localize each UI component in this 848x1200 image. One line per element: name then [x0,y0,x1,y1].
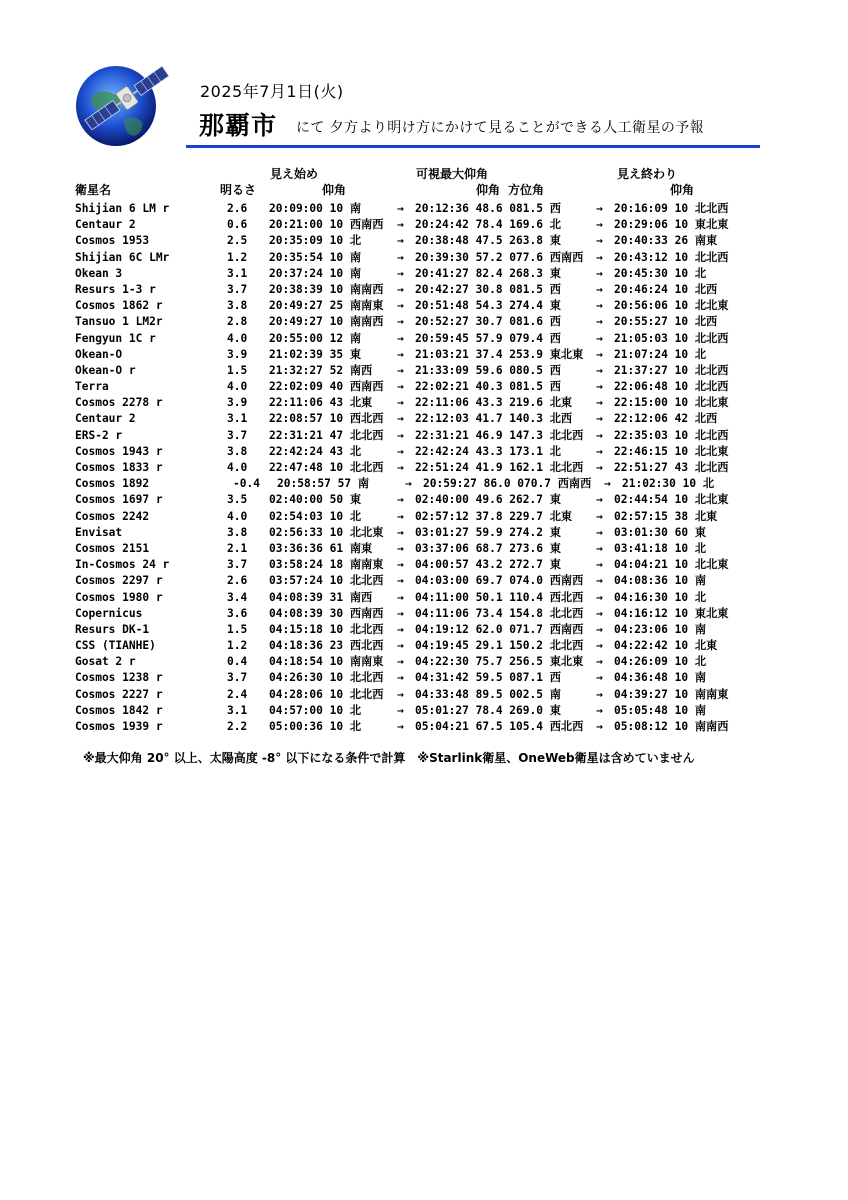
start-info: 02:56:33 10 北北東 [269,525,384,539]
table-row [75,347,775,363]
table-row [75,687,775,703]
arrow-icon: → [397,720,404,733]
table-row [75,217,775,233]
start-info: 21:02:39 35 東 [269,347,362,361]
arrow-icon: → [397,444,404,458]
end-info: 04:36:48 10 南 [614,671,707,685]
end-info: 05:08:12 10 南南西 [614,720,729,733]
satellite-name: Cosmos 2227 r [75,687,163,701]
arrow-icon: → [596,202,603,215]
arrow-icon: → [397,606,404,620]
start-info: 04:08:39 31 南西 [269,590,373,604]
start-info: 04:26:30 10 北北西 [269,671,384,685]
arrow-icon: → [397,574,404,588]
satellite-name: Cosmos 1892 [75,477,150,491]
magnitude: 4.0 [227,380,248,394]
start-info: 20:21:00 10 西南西 [269,218,384,232]
arrow-icon: → [397,234,404,248]
max-info: 20:52:27 30.7 081.6 西 [415,315,561,329]
start-info: 05:00:36 10 北 [269,720,362,733]
table-row [75,590,775,606]
start-info: 03:57:24 10 北北西 [269,574,384,588]
max-info: 04:11:06 73.4 154.8 北北西 [415,606,584,620]
satellite-name: In-Cosmos 24 r [75,558,170,572]
start-info: 03:36:36 61 南東 [269,541,373,555]
magnitude: 2.8 [227,315,248,329]
max-info: 04:33:48 89.5 002.5 南 [415,687,561,701]
arrow-icon: → [596,574,603,588]
end-info: 02:44:54 10 北北東 [614,493,729,507]
satellite-name: Cosmos 1862 r [75,299,163,313]
arrow-icon: → [397,655,404,669]
arrow-icon: → [596,461,603,474]
table-row [75,266,775,282]
arrow-icon: → [397,299,404,313]
magnitude: 3.1 [227,703,248,717]
start-info: 20:49:27 25 南南東 [269,299,384,313]
max-info: 04:11:00 50.1 110.4 西北西 [415,590,584,604]
satellite-name: Resurs DK-1 [75,622,150,636]
magnitude: 2.6 [227,574,248,588]
magnitude: 3.9 [227,396,248,410]
arrow-icon: → [596,590,603,604]
arrow-icon: → [596,558,603,572]
end-info: 21:02:30 10 北 [622,477,715,491]
magnitude: 1.2 [227,639,248,653]
arrow-icon: → [596,671,603,685]
arrow-icon: → [397,266,404,280]
start-info: 20:38:39 10 南南西 [269,282,384,296]
end-info: 22:35:03 10 北北西 [614,428,729,442]
end-info: 04:39:27 10 南南東 [614,687,729,701]
arrow-icon: → [596,396,603,410]
magnitude: 4.0 [227,331,248,345]
end-info: 04:16:30 10 北 [614,590,707,604]
satellite-name: Cosmos 1697 r [75,493,163,507]
arrow-icon: → [596,639,603,653]
magnitude: 2.1 [227,541,248,555]
satellite-name: Cosmos 2242 [75,509,150,523]
header-elevation-end: 仰角 [670,183,695,197]
max-info: 03:01:27 59.9 274.2 東 [415,525,561,539]
max-info: 20:24:42 78.4 169.6 北 [415,218,561,232]
end-info: 21:37:27 10 北北西 [614,363,729,377]
arrow-icon: → [596,606,603,620]
start-info: 02:54:03 10 北 [269,509,362,523]
end-info: 20:16:09 10 北北西 [614,202,729,215]
satellite-name: Tansuo 1 LM2r [75,315,163,329]
max-info: 20:38:48 47.5 263.8 東 [415,234,561,248]
satellite-name: Resurs 1-3 r [75,282,156,296]
end-info: 20:45:30 10 北 [614,266,707,280]
arrow-icon: → [596,218,603,232]
satellite-name: ERS-2 r [75,428,123,442]
arrow-icon: → [596,720,603,733]
satellite-name: Okean 3 [75,266,123,280]
magnitude: 1.5 [227,622,248,636]
arrow-icon: → [596,282,603,296]
arrow-icon: → [596,331,603,345]
date-heading: 2025年7月1日(火) [200,82,344,101]
table-row [75,201,775,217]
header-max-group: 可視最大仰角 [416,167,489,181]
table-row [75,638,775,654]
arrow-icon: → [596,315,603,329]
satellite-name: CSS (TIANHE) [75,639,156,653]
satellite-name: Cosmos 1833 r [75,461,163,474]
end-info: 20:29:06 10 東北東 [614,218,729,232]
satellite-name: Okean-O r [75,363,136,377]
arrow-icon: → [397,703,404,717]
magnitude: 2.4 [227,687,248,701]
arrow-icon: → [397,331,404,345]
table-row [75,250,775,266]
end-info: 04:04:21 10 北北東 [614,558,729,572]
end-info: 02:57:15 38 北東 [614,509,718,523]
arrow-icon: → [596,234,603,248]
table-row [75,314,775,330]
title-underline [186,145,760,148]
max-info: 20:42:27 30.8 081.5 西 [415,282,561,296]
end-info: 20:56:06 10 北北東 [614,299,729,313]
start-info: 04:18:36 23 西北西 [269,639,384,653]
table-row [75,411,775,427]
arrow-icon: → [596,493,603,507]
arrow-icon: → [397,558,404,572]
arrow-icon: → [596,347,603,361]
arrow-icon: → [397,218,404,232]
arrow-icon: → [397,347,404,361]
header-elevation-start: 仰角 [322,183,347,197]
satellite-name: Cosmos 1939 r [75,720,163,733]
arrow-icon: → [397,639,404,653]
arrow-icon: → [397,396,404,410]
max-info: 20:12:36 48.6 081.5 西 [415,202,561,215]
satellite-name: Copernicus [75,606,143,620]
end-info: 22:46:15 10 北北東 [614,444,729,458]
arrow-icon: → [596,622,603,636]
max-info: 20:41:27 82.4 268.3 東 [415,266,561,280]
table-row [75,282,775,298]
start-info: 22:31:21 47 北北西 [269,428,384,442]
table-row [75,622,775,638]
satellite-name: Cosmos 1953 [75,234,150,248]
magnitude: 3.1 [227,266,248,280]
start-info: 20:37:24 10 南 [269,266,362,280]
start-info: 22:42:24 43 北 [269,444,362,458]
magnitude: 2.5 [227,234,248,248]
arrow-icon: → [596,380,603,394]
arrow-icon: → [397,363,404,377]
max-info: 20:59:27 86.0 070.7 西南西 [423,477,592,491]
arrow-icon: → [596,509,603,523]
arrow-icon: → [596,363,603,377]
start-info: 04:57:00 10 北 [269,703,362,717]
satellite-name: Envisat [75,525,123,539]
magnitude: 3.8 [227,525,248,539]
header-name: 衛星名 [75,183,112,197]
pass-table [75,201,775,735]
end-info: 05:05:48 10 南 [614,703,707,717]
magnitude: 3.5 [227,493,248,507]
magnitude: 3.4 [227,590,248,604]
end-info: 21:07:24 10 北 [614,347,707,361]
max-info: 20:51:48 54.3 274.4 東 [415,299,561,313]
magnitude: 4.0 [227,461,248,474]
max-info: 22:51:24 41.9 162.1 北北西 [415,461,584,474]
max-info: 04:19:12 62.0 071.7 西南西 [415,622,584,636]
max-info: 21:33:09 59.6 080.5 西 [415,363,561,377]
table-row [75,541,775,557]
arrow-icon: → [596,687,603,701]
header-start-group: 見え始め [270,167,319,181]
table-row [75,298,775,314]
magnitude: 1.5 [227,363,248,377]
footnote: ※最大仰角 20° 以上、太陽高度 -8° 以下になる条件で計算 ※Starlink衛星、OneWeb衛星は含めていません [83,751,695,765]
satellite-name: Terra [75,380,109,394]
max-info: 05:01:27 78.4 269.0 東 [415,703,561,717]
max-info: 03:37:06 68.7 273.6 東 [415,541,561,555]
arrow-icon: → [397,202,404,215]
magnitude: -0.4 [233,477,260,491]
max-info: 22:11:06 43.3 219.6 北東 [415,396,573,410]
arrow-icon: → [397,380,404,394]
end-info: 04:22:42 10 北東 [614,639,718,653]
arrow-icon: → [596,428,603,442]
start-info: 03:58:24 18 南南東 [269,558,384,572]
arrow-icon: → [397,461,404,474]
satellite-name: Cosmos 2297 r [75,574,163,588]
max-info: 20:39:30 57.2 077.6 西南西 [415,250,584,264]
table-row [75,492,775,508]
start-info: 22:47:48 10 北北西 [269,461,384,474]
arrow-icon: → [397,412,404,426]
forecast-subtitle: にて 夕方より明け方にかけて見ることができる人工衛星の予報 [296,120,705,136]
end-info: 22:06:48 10 北北西 [614,380,729,394]
satellite-name: Gosat 2 r [75,655,136,669]
arrow-icon: → [596,444,603,458]
satellite-name: Cosmos 1238 r [75,671,163,685]
arrow-icon: → [397,282,404,296]
start-info: 20:49:27 10 南南西 [269,315,384,329]
magnitude: 3.7 [227,671,248,685]
table-row [75,379,775,395]
end-info: 20:40:33 26 南東 [614,234,718,248]
end-info: 22:12:06 42 北西 [614,412,718,426]
table-row [75,606,775,622]
satellite-name: Cosmos 2151 [75,541,150,555]
arrow-icon: → [397,493,404,507]
start-info: 21:32:27 52 南西 [269,363,373,377]
arrow-icon: → [596,412,603,426]
arrow-icon: → [596,250,603,264]
start-info: 22:11:06 43 北東 [269,396,373,410]
satellite-name: Cosmos 1842 r [75,703,163,717]
end-info: 04:16:12 10 東北東 [614,606,729,620]
max-info: 20:59:45 57.9 079.4 西 [415,331,561,345]
magnitude: 2.6 [227,202,248,215]
max-info: 22:02:21 40.3 081.5 西 [415,380,561,394]
arrow-icon: → [397,315,404,329]
magnitude: 0.4 [227,655,248,669]
max-info: 05:04:21 67.5 105.4 西北西 [415,720,584,733]
arrow-icon: → [596,655,603,669]
city-name: 那覇市 [199,111,278,140]
arrow-icon: → [397,509,404,523]
end-info: 22:51:27 43 北北西 [614,461,729,474]
arrow-icon: → [596,541,603,555]
table-row [75,509,775,525]
satellite-name: Cosmos 2278 r [75,396,163,410]
table-row [75,233,775,249]
table-row [75,670,775,686]
arrow-icon: → [397,541,404,555]
max-info: 22:42:24 43.3 173.1 北 [415,444,561,458]
end-info: 21:05:03 10 北北西 [614,331,729,345]
magnitude: 1.2 [227,250,248,264]
start-info: 20:09:00 10 南 [269,202,362,215]
end-info: 20:43:12 10 北北西 [614,250,729,264]
table-row [75,557,775,573]
arrow-icon: → [397,525,404,539]
satellite-name: Cosmos 1980 r [75,590,163,604]
max-info: 04:19:45 29.1 150.2 北北西 [415,639,584,653]
max-info: 04:22:30 75.7 256.5 東北東 [415,655,584,669]
table-row [75,573,775,589]
satellite-name: Shijian 6 LM r [75,202,170,215]
end-info: 04:23:06 10 南 [614,622,707,636]
arrow-icon: → [596,525,603,539]
satellite-earth-icon [72,48,182,150]
start-info: 20:55:00 12 南 [269,331,362,345]
max-info: 04:31:42 59.5 087.1 西 [415,671,561,685]
start-info: 22:08:57 10 西北西 [269,412,384,426]
arrow-icon: → [397,250,404,264]
start-info: 20:58:57 57 南 [277,477,370,491]
arrow-icon: → [397,428,404,442]
arrow-icon: → [596,299,603,313]
arrow-icon: → [397,687,404,701]
end-info: 20:46:24 10 北西 [614,282,718,296]
arrow-icon: → [596,266,603,280]
max-info: 04:03:00 69.7 074.0 西南西 [415,574,584,588]
start-info: 04:08:39 30 西南西 [269,606,384,620]
magnitude: 3.6 [227,606,248,620]
table-row [75,654,775,670]
start-info: 20:35:09 10 北 [269,234,362,248]
header-end-group: 見え終わり [617,167,678,181]
arrow-icon: → [397,622,404,636]
end-info: 03:41:18 10 北 [614,541,707,555]
table-row [75,363,775,379]
magnitude: 3.7 [227,428,248,442]
max-info: 21:03:21 37.4 253.9 東北東 [415,347,584,361]
max-info: 04:00:57 43.2 272.7 東 [415,558,561,572]
table-row [75,476,775,492]
satellite-name: Fengyun 1C r [75,331,156,345]
start-info: 04:28:06 10 北北西 [269,687,384,701]
table-row [75,395,775,411]
magnitude: 3.8 [227,299,248,313]
end-info: 20:55:27 10 北西 [614,315,718,329]
start-info: 22:02:09 40 西南西 [269,380,384,394]
arrow-icon: → [397,590,404,604]
max-info: 22:31:21 46.9 147.3 北北西 [415,428,584,442]
end-info: 03:01:30 60 東 [614,525,707,539]
table-row [75,703,775,719]
table-row [75,444,775,460]
header-magnitude: 明るさ [220,183,257,197]
table-row [75,719,775,735]
arrow-icon: → [596,703,603,717]
arrow-icon: → [405,477,412,491]
satellite-name: Cosmos 1943 r [75,444,163,458]
table-row [75,331,775,347]
magnitude: 3.7 [227,558,248,572]
header-elevation-max: 仰角 [476,183,501,197]
satellite-name: Centaur 2 [75,412,136,426]
start-info: 04:18:54 10 南南東 [269,655,384,669]
magnitude: 2.2 [227,720,248,733]
max-info: 02:57:12 37.8 229.7 北東 [415,509,573,523]
max-info: 22:12:03 41.7 140.3 北西 [415,412,573,426]
start-info: 20:35:54 10 南 [269,250,362,264]
max-info: 02:40:00 49.6 262.7 東 [415,493,561,507]
end-info: 04:26:09 10 北 [614,655,707,669]
magnitude: 3.1 [227,412,248,426]
magnitude: 0.6 [227,218,248,232]
arrow-icon: → [604,477,611,491]
table-row [75,460,775,476]
header-azimuth: 方位角 [508,183,545,197]
start-info: 04:15:18 10 北北西 [269,622,384,636]
satellite-name: Okean-O [75,347,123,361]
end-info: 04:08:36 10 南 [614,574,707,588]
arrow-icon: → [397,671,404,685]
magnitude: 3.9 [227,347,248,361]
end-info: 22:15:00 10 北北東 [614,396,729,410]
table-row [75,428,775,444]
magnitude: 4.0 [227,509,248,523]
magnitude: 3.8 [227,444,248,458]
satellite-name: Shijian 6C LMr [75,250,170,264]
start-info: 02:40:00 50 東 [269,493,362,507]
magnitude: 3.7 [227,282,248,296]
satellite-name: Centaur 2 [75,218,136,232]
table-row [75,525,775,541]
